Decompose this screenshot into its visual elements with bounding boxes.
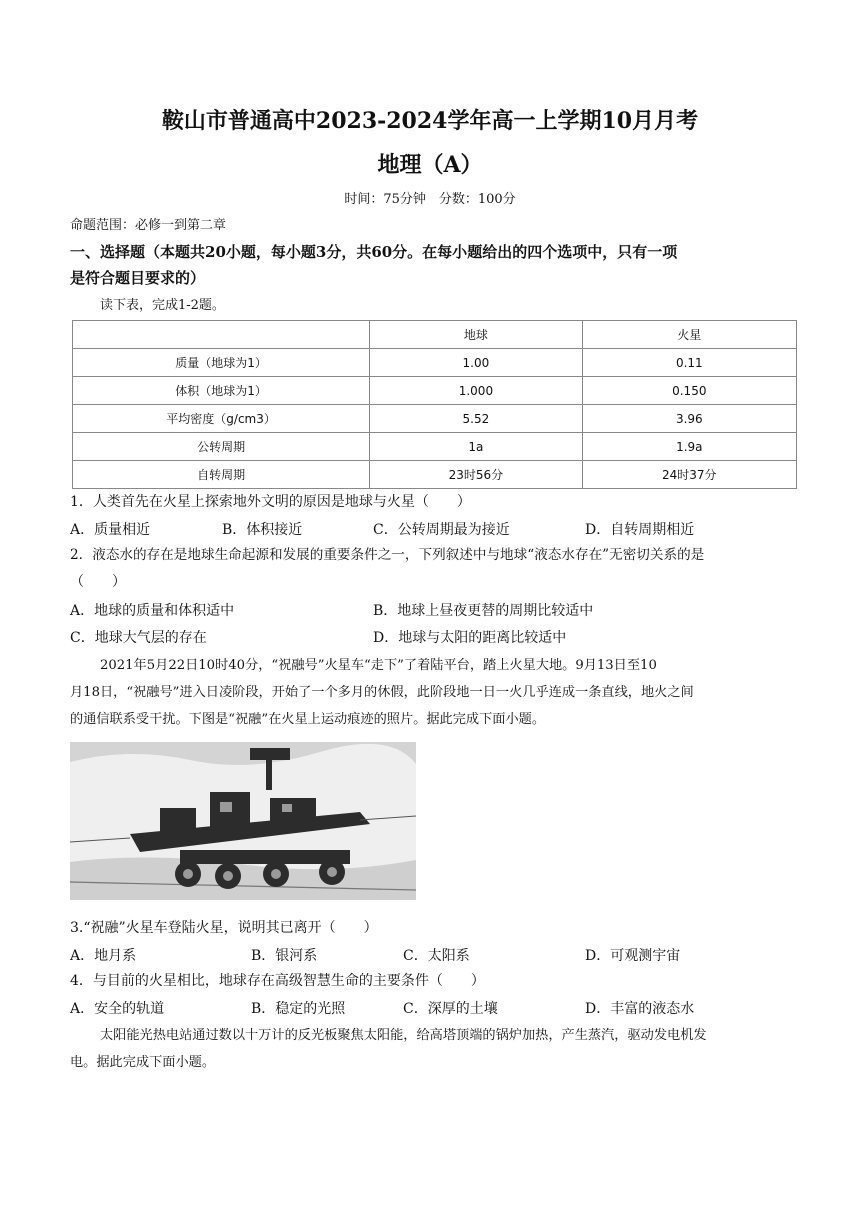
- table-cell: 公转周期: [73, 433, 370, 461]
- table-cell: 1.000: [370, 377, 582, 405]
- q4-option-d: D．丰富的液态水: [585, 1001, 695, 1017]
- q2-option-b: B．地球上昼夜更替的周期比较适中: [373, 603, 594, 619]
- rover-photo-icon: [70, 742, 416, 900]
- table-intro: 读下表，完成1-2题。: [100, 298, 225, 313]
- q1-option-a: A．质量相近: [70, 522, 151, 538]
- passage1-line3: 的通信联系受干扰。下图是“祝融”在火星上运动痕迹的照片。据此完成下面小题。: [70, 712, 546, 727]
- table-cell: 3.96: [582, 405, 796, 433]
- table-cell: 1.9a: [582, 433, 796, 461]
- q2-stem-line1: 2．液态水的存在是地球生命起源和发展的重要条件之一，下列叙述中与地球“液态水存在”无密切关系的是: [70, 547, 705, 563]
- passage2-line1: 太阳能光热电站通过数以十万计的反光板聚焦太阳能，给高塔顶端的锅炉加热，产生蒸汽，驱动发电机发: [100, 1028, 707, 1043]
- q3-option-b: B．银河系: [251, 948, 318, 964]
- exam-title: 鞍山市普通高中2023-2024学年高一上学期10月月考: [161, 108, 699, 134]
- table-cell: 自转周期: [73, 461, 370, 489]
- table-cell: 0.150: [582, 377, 796, 405]
- q2-option-a: A．地球的质量和体积适中: [70, 603, 235, 619]
- passage1-line1: 2021年5月22日10时40分，“祝融号”火星车“走下”了着陆平台，踏上火星大地。9月13日至10: [100, 658, 657, 673]
- table-cell: 23时56分: [370, 461, 582, 489]
- passage1-line2: 月18日，“祝融号”进入日凌阶段，开始了一个多月的休假，此阶段地一日一火几乎连成一条直线，地火之间: [70, 685, 694, 700]
- table-cell: 24时37分: [582, 461, 796, 489]
- table-row: [73, 377, 797, 405]
- q3-option-a: A．地月系: [70, 948, 137, 964]
- q1-option-b: B．体积接近: [222, 522, 303, 538]
- table-cell: 5.52: [370, 405, 582, 433]
- q2-option-c: C．地球大气层的存在: [70, 630, 207, 646]
- q2-stem-line2: （ ）: [70, 574, 126, 590]
- table-cell: 1a: [370, 433, 582, 461]
- table-row: [73, 405, 797, 433]
- table-cell: 质量（地球为1）: [73, 349, 370, 377]
- scope-line: 命题范围：必修一到第二章: [70, 218, 227, 233]
- rover-photo: [70, 742, 416, 900]
- q3-option-c: C．太阳系: [403, 948, 470, 964]
- q4-option-a: A．安全的轨道: [70, 1001, 165, 1017]
- q2-option-d: D．地球与太阳的距离比较适中: [373, 630, 567, 646]
- q3-stem: 3.“祝融”火星车登陆火星，说明其已离开（ ）: [70, 920, 378, 936]
- table-row: [73, 433, 797, 461]
- section-heading-line1: 一、选择题（本题共20小题，每小题3分，共60分。在每小题给出的四个选项中，只有一项: [70, 243, 678, 261]
- table-cell: 1.00: [370, 349, 582, 377]
- q4-stem: 4．与目前的火星相比，地球存在高级智慧生命的主要条件（ ）: [70, 973, 485, 989]
- section-heading-line2: 是符合题目要求的）: [70, 269, 206, 287]
- q4-option-b: B．稳定的光照: [251, 1001, 346, 1017]
- table-row: [73, 349, 797, 377]
- passage2-line2: 电。据此完成下面小题。: [70, 1055, 216, 1070]
- time-score: 时间：75分钟 分数：100分: [344, 192, 516, 207]
- q3-option-d: D．可观测宇宙: [585, 948, 681, 964]
- exam-subtitle: 地理（A）: [377, 152, 483, 178]
- table-cell: 平均密度（g/cm3）: [73, 405, 370, 433]
- table-row: [73, 461, 797, 489]
- table-header-row: [73, 321, 797, 349]
- table-header-cell: 地球: [370, 321, 582, 349]
- table-header-cell: 火星: [582, 321, 796, 349]
- planet-table: [72, 320, 797, 489]
- table-cell: 0.11: [582, 349, 796, 377]
- table-cell: 体积（地球为1）: [73, 377, 370, 405]
- q4-option-c: C．深厚的土壤: [403, 1001, 498, 1017]
- q1-stem: 1．人类首先在火星上探索地外文明的原因是地球与火星（ ）: [70, 494, 471, 510]
- q1-option-c: C．公转周期最为接近: [373, 522, 510, 538]
- table-header-cell: [73, 321, 370, 349]
- q1-option-d: D．自转周期相近: [585, 522, 695, 538]
